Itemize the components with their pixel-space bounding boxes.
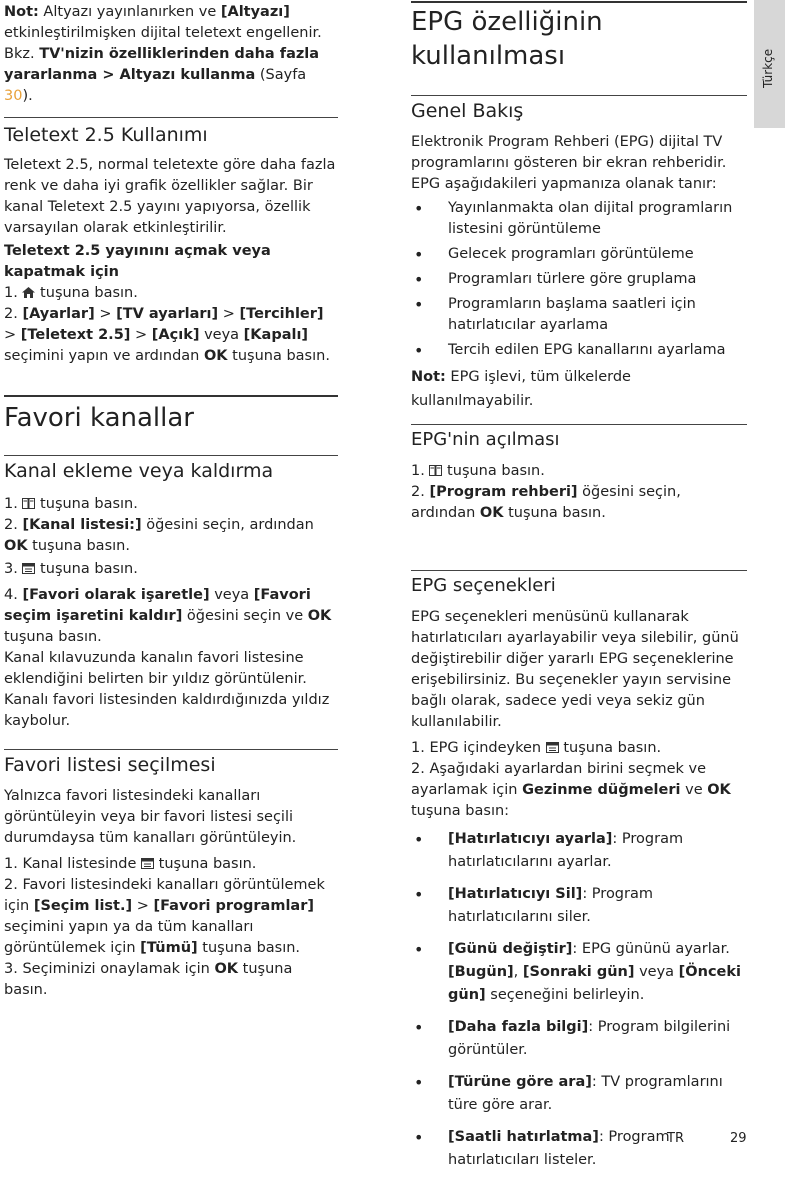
epg-title: EPG özelliğinin kullanılması bbox=[411, 7, 603, 71]
kanal-step3: 3. tuşuna basın. bbox=[4, 561, 138, 577]
teletext25-subtitle: Teletext 2.5 yayınını açmak veya kapatmak için bbox=[4, 243, 271, 280]
divider bbox=[411, 424, 747, 425]
right-column bbox=[411, 0, 747, 1181]
epg-open-step2: 2. [Program rehberi] öğesini seçin, ardından OK tuşuna basın. bbox=[411, 484, 681, 521]
genel-bakis-list bbox=[411, 198, 747, 361]
teletext25-step1: 1. tuşuna basın. bbox=[4, 285, 138, 301]
epg-acilmasi-title: EPG'nin açılması bbox=[411, 429, 560, 450]
list-item: • Tercih edilen EPG kanallarını ayarlama bbox=[411, 340, 747, 361]
divider bbox=[4, 395, 338, 397]
favori-step1: 1. Kanal listesinde tuşuna basın. bbox=[4, 856, 257, 872]
epg-secenekleri-body: EPG seçenekleri menüsünü kullanarak hatırlatıcıları ayarlayabilir veya silebilir, günü değiştirebilir diğer yararlı EPG seçeneklerine erişebilirsiniz. Bu seçenekler yayın servisine bağlı olarak, sadece yedi veya sekiz gün kullanılabilir. bbox=[411, 609, 739, 730]
epg-opt-step2: 2. Aşağıdaki ayarlardan birini seçmek ve ayarlamak için Gezinme düğmeleri ve OK tuşuna basın: bbox=[411, 761, 731, 819]
guide-book-icon bbox=[429, 465, 442, 476]
list-item: • Programların başlama saatleri için hatırlatıcılar ayarlama bbox=[411, 294, 747, 336]
epg-opt-step1: 1. EPG içindeyken tuşuna basın. bbox=[411, 740, 662, 756]
page-link[interactable]: 30 bbox=[4, 88, 23, 104]
genel-bakis-title: Genel Bakış bbox=[411, 100, 524, 122]
kanal-step2: 2. [Kanal listesi:] öğesini seçin, ardından OK tuşuna basın. bbox=[4, 517, 314, 554]
list-item: • [Hatırlatıcıyı ayarla]: Program hatırlatıcılarını ayarlar. bbox=[411, 828, 747, 874]
options-icon bbox=[546, 742, 559, 753]
teletext25-step2: 2. [Ayarlar] > [TV ayarları] > [Tercihler] > [Teletext 2.5] > [Açık] veya [Kapalı] seçimini yapın ve ardından OK tuşuna basın. bbox=[4, 306, 330, 364]
list-item: • [Saatli hatırlatma]: Program hatırlatıcıları listeler. bbox=[411, 1126, 747, 1172]
altyazi-note: Not: Altyazı yayınlanırken ve [Altyazı] etkinleştirilmişken dijital teletext engellenir. Bkz. TV'nizin özelliklerinden daha fazla yararlanma > Altyazı kullanma (Sayfa 30). bbox=[4, 4, 322, 104]
teletext25-title: Teletext 2.5 Kullanımı bbox=[4, 124, 208, 146]
favori-kanallar-title: Favori kanallar bbox=[4, 403, 194, 433]
list-item: • Gelecek programları görüntüleme bbox=[411, 244, 747, 265]
epg-secenekleri-title: EPG seçenekleri bbox=[411, 575, 556, 596]
genel-bakis-body: Elektronik Program Rehberi (EPG) dijital TV programlarını gösteren bir ekran rehberidir. EPG aşağıdakileri yapmanıza olanak tanır: bbox=[411, 134, 727, 192]
favori-listesi-title: Favori listesi seçilmesi bbox=[4, 754, 216, 776]
divider bbox=[411, 95, 747, 96]
list-item: • [Daha fazla bilgi]: Program bilgilerini görüntüler. bbox=[411, 1016, 747, 1062]
favori-step2: 2. Favori listesindeki kanalları görüntülemek için [Seçim list.] > [Favori programlar] seçimini yapın ya da tüm kanalları görüntülemek için [Tümü] tuşuna basın. bbox=[4, 877, 325, 956]
options-icon bbox=[22, 563, 35, 574]
divider bbox=[4, 749, 338, 750]
favori-listesi-body: Yalnızca favori listesindeki kanalları görüntüleyin veya bir favori listesi seçili durumdaysa tüm kanalları görüntüleyin. bbox=[4, 788, 297, 846]
kanal-step1: 1. tuşuna basın. bbox=[4, 496, 138, 512]
footer-lang: TR bbox=[667, 1131, 684, 1146]
home-icon bbox=[22, 287, 35, 298]
list-item: • Yayınlanmakta olan dijital programların listesini görüntüleme bbox=[411, 198, 747, 240]
guide-book-icon bbox=[22, 498, 35, 509]
page-number: 29 bbox=[730, 1131, 747, 1146]
kanal-ekleme-title: Kanal ekleme veya kaldırma bbox=[4, 460, 274, 482]
options-icon bbox=[141, 858, 154, 869]
epg-options-list bbox=[411, 828, 747, 1172]
list-item: • [Hatırlatıcıyı Sil]: Program hatırlatıcılarını siler. bbox=[411, 883, 747, 929]
kanal-step4: 4. [Favori olarak işaretle] veya [Favori seçim işaretini kaldır] öğesini seçin ve OK tuşuna basın. bbox=[4, 587, 332, 645]
teletext25-body: Teletext 2.5, normal teletexte göre daha fazla renk ve daha iyi grafik özellikler sağlar. Bir kanal Teletext 2.5 yayını yapıyorsa, özellik varsayılan olarak etkinleştirilir. bbox=[4, 157, 336, 236]
divider bbox=[4, 455, 338, 456]
epg-note: Not: EPG işlevi, tüm ülkelerde kullanılmayabilir. bbox=[411, 369, 631, 409]
language-tab bbox=[754, 0, 785, 128]
left-column bbox=[4, 0, 338, 1001]
favori-step3: 3. Seçiminizi onaylamak için OK tuşuna basın. bbox=[4, 961, 293, 998]
epg-open-step1: 1. tuşuna basın. bbox=[411, 463, 545, 479]
divider bbox=[4, 117, 338, 118]
list-item: • Programları türlere göre gruplama bbox=[411, 269, 747, 290]
divider bbox=[411, 570, 747, 571]
kanal-body: Kanal kılavuzunda kanalın favori listesine eklendiğini belirten bir yıldız görüntülenir. Kanalı favori listesinden kaldırdığınızda yıldız kaybolur. bbox=[4, 650, 330, 729]
list-item: • [Türüne göre ara]: TV programlarını türe göre arar. bbox=[411, 1071, 747, 1117]
language-tab-label: Türkçe bbox=[761, 48, 775, 88]
divider bbox=[411, 1, 747, 3]
list-item: • [Günü değiştir]: EPG gününü ayarlar. [Bugün], [Sonraki gün] veya [Önceki gün] seçeneğini belirleyin. bbox=[411, 938, 747, 1007]
